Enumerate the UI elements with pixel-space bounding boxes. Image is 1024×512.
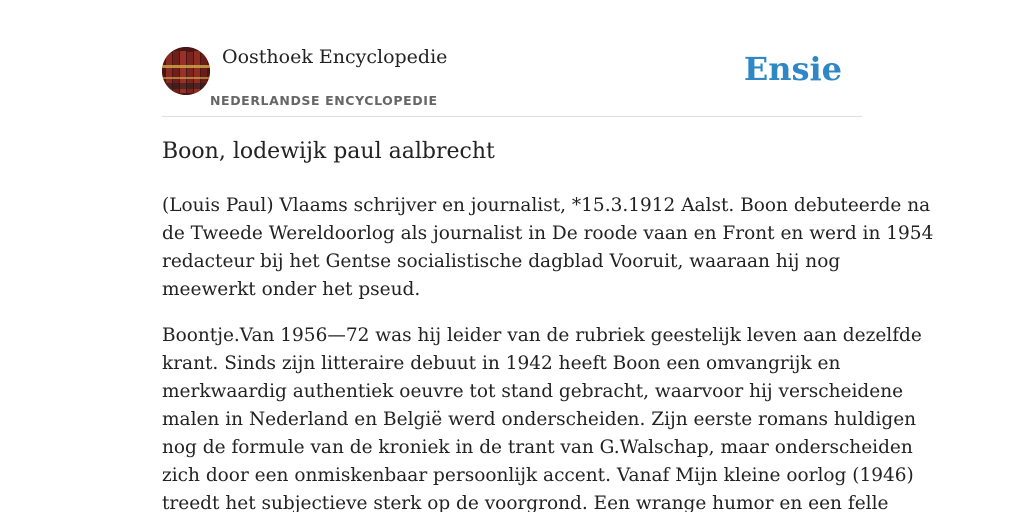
paragraph-line: krant. Sinds zijn litteraire debuut in 1942 heeft Boon een omvangrijk en (162, 353, 841, 374)
paragraph-line: (Louis Paul) Vlaams schrijver en journalist, *15.3.1912 Aalst. Boon debuteerde na (162, 195, 931, 216)
article-title: Boon, lodewijk paul aalbrecht (162, 139, 495, 164)
paragraph-line: nog de formule van de kroniek in de trant van G.Walschap, maar onderscheiden (162, 437, 913, 458)
site-header (162, 40, 862, 117)
paragraph-line: treedt het subjectieve sterk op de voorgrond. Een wrange humor en een felle (162, 493, 889, 512)
article-paragraph (162, 192, 934, 304)
brand-logo-link[interactable]: Ensie (743, 50, 842, 88)
paragraph-line: de Tweede Wereldoorlog als journalist in De roode vaan en Front en werd in 1954 (162, 223, 934, 244)
paragraph-line: malen in Nederland en België werd onderscheiden. Zijn eerste romans huldigen (162, 409, 917, 430)
article-paragraph (162, 322, 922, 512)
encyclopedia-books-icon[interactable] (162, 47, 210, 95)
paragraph-line: merkwaardig authentiek oeuvre tot stand gebracht, waarvoor hij verscheidene (162, 381, 904, 402)
paragraph-line: zich door een onmiskenbaar persoonlijk accent. Vanaf Mijn kleine oorlog (1946) (162, 465, 914, 486)
site-subtitle: NEDERLANDSE ENCYCLOPEDIE (210, 93, 438, 108)
article-body (162, 192, 934, 512)
paragraph-line: meewerkt onder het pseud. (162, 279, 421, 300)
site-title-link[interactable]: Oosthoek Encyclopedie (222, 46, 448, 68)
paragraph-line: redacteur bij het Gentse socialistische dagblad Vooruit, waaraan hij nog (162, 251, 841, 272)
paragraph-line: Boontje.Van 1956—72 was hij leider van de rubriek geestelijk leven aan dezelfde (162, 325, 922, 346)
